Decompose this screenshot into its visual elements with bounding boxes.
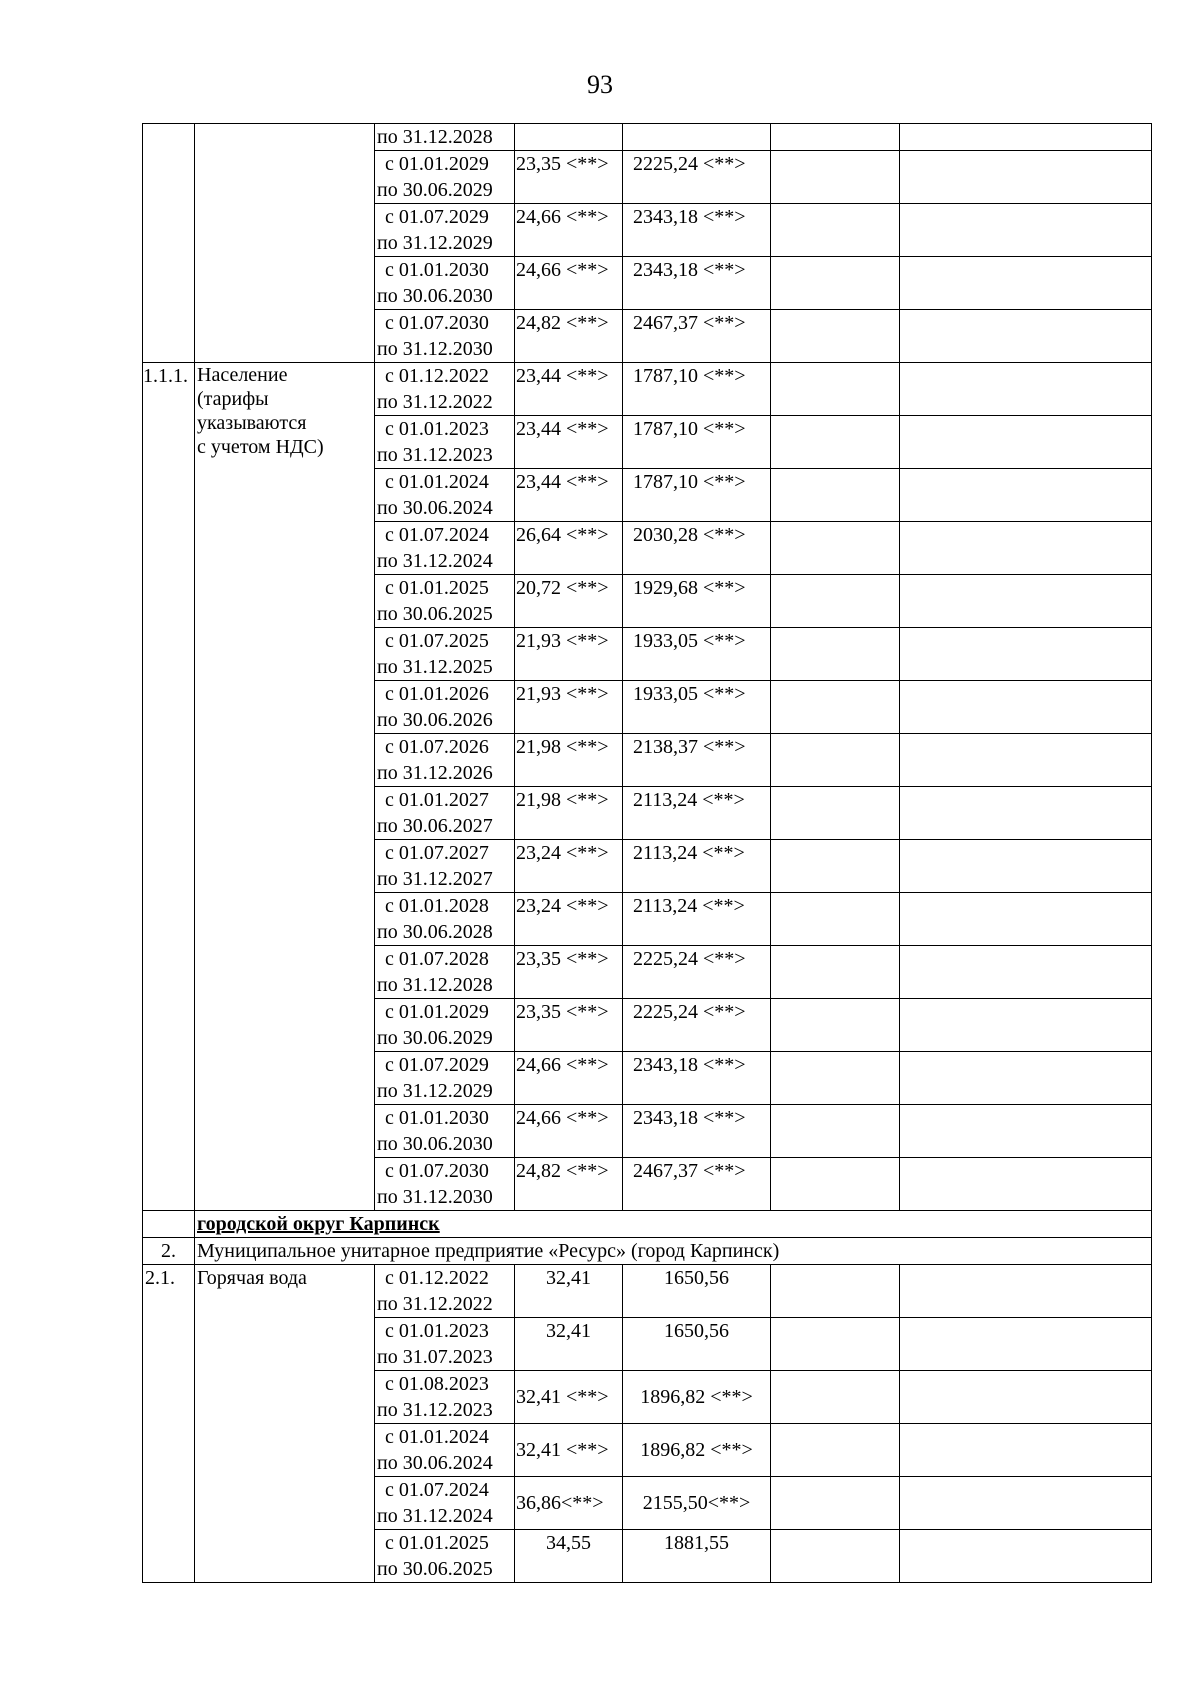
empty-cell	[771, 1265, 900, 1318]
tariff-value-1: 26,64 <**>	[516, 524, 609, 546]
tariff-value-cell	[623, 946, 771, 999]
period-cell	[375, 840, 515, 893]
tariff-value-1: 23,44 <**>	[516, 365, 609, 387]
table-row	[143, 1265, 1152, 1318]
empty-cell	[900, 363, 1152, 416]
tariff-value-cell	[623, 628, 771, 681]
tariff-value-cell	[515, 151, 623, 204]
tariff-value-1: 23,24 <**>	[516, 842, 609, 864]
empty-cell	[900, 575, 1152, 628]
tariff-value-1: 23,24 <**>	[516, 895, 609, 917]
item-number	[143, 1265, 195, 1583]
empty-cell	[900, 1424, 1152, 1477]
empty-cell	[771, 363, 900, 416]
empty-cell	[771, 840, 900, 893]
tariff-value-cell	[623, 151, 771, 204]
number-cell	[143, 124, 195, 363]
tariff-value-1: 23,44 <**>	[516, 471, 609, 493]
tariff-value-2: 2343,18 <**>	[633, 259, 746, 281]
period-cell	[375, 1477, 515, 1530]
period-cell	[375, 522, 515, 575]
tariff-value-cell	[515, 204, 623, 257]
period-from: с 01.01.2025	[385, 577, 489, 599]
tariff-value-1: 21,98 <**>	[516, 736, 609, 758]
empty-cell	[771, 1424, 900, 1477]
item-number-text: 2.1.	[145, 1267, 175, 1289]
tariff-value-cell	[515, 522, 623, 575]
tariff-value-cell	[515, 1530, 623, 1583]
tariff-value-cell	[515, 681, 623, 734]
table-row	[143, 363, 1152, 416]
tariff-value-1: 23,44 <**>	[516, 418, 609, 440]
empty-cell	[900, 124, 1152, 151]
empty-cell	[771, 204, 900, 257]
empty-cell	[900, 893, 1152, 946]
tariff-value-cell	[515, 1105, 623, 1158]
period-to: по 30.06.2025	[377, 1558, 493, 1580]
period-cell	[375, 999, 515, 1052]
empty-cell	[771, 1530, 900, 1583]
empty-cell	[900, 1052, 1152, 1105]
tariff-value-1: 24,82 <**>	[516, 1160, 609, 1182]
tariff-value-1: 23,35 <**>	[516, 153, 609, 175]
tariff-value-1: 21,93 <**>	[516, 683, 609, 705]
empty-cell	[900, 1105, 1152, 1158]
period-cell	[375, 416, 515, 469]
section-heading	[195, 1211, 1152, 1238]
page-number: 93	[587, 70, 613, 99]
tariff-value-2: 1933,05 <**>	[633, 683, 746, 705]
tariff-value-1: 24,66 <**>	[516, 1054, 609, 1076]
tariff-value-cell	[623, 1265, 771, 1318]
tariff-value-cell	[623, 1371, 771, 1424]
item-name-line: с учетом НДС)	[197, 436, 324, 458]
empty-cell	[900, 999, 1152, 1052]
empty-cell	[900, 204, 1152, 257]
tariff-value-1: 32,41 <**>	[516, 1439, 609, 1461]
period-from: с 01.07.2029	[385, 1054, 489, 1076]
period-from: с 01.01.2024	[385, 1426, 489, 1448]
period-from: с 01.01.2023	[385, 418, 489, 440]
tariff-value-2: 2138,37 <**>	[633, 736, 746, 758]
tariff-value-2: 2467,37 <**>	[633, 312, 746, 334]
period-cell	[375, 151, 515, 204]
period-to: по 31.12.2023	[377, 444, 493, 466]
tariff-value-cell	[623, 469, 771, 522]
period-cell	[375, 946, 515, 999]
period-from: с 01.01.2026	[385, 683, 489, 705]
empty-cell	[900, 310, 1152, 363]
empty-cell	[771, 1105, 900, 1158]
tariff-value-cell	[515, 310, 623, 363]
period-from: с 01.07.2030	[385, 1160, 489, 1182]
tariff-value-cell	[623, 1424, 771, 1477]
empty-cell	[900, 416, 1152, 469]
name-cell	[195, 124, 375, 363]
empty-cell	[900, 946, 1152, 999]
tariff-value-2: 1787,10 <**>	[633, 365, 746, 387]
period-from: с 01.01.2029	[385, 1001, 489, 1023]
tariff-value-2: 1787,10 <**>	[633, 418, 746, 440]
tariff-value-cell	[623, 787, 771, 840]
empty-cell	[900, 840, 1152, 893]
tariff-value-cell	[623, 681, 771, 734]
tariff-value-cell	[623, 1158, 771, 1211]
period-to: по 31.12.2027	[377, 868, 493, 890]
period-to: по 31.12.2028	[377, 126, 493, 148]
period-cell	[375, 1530, 515, 1583]
tariff-value-1: 32,41	[546, 1267, 591, 1289]
tariff-value-cell	[623, 840, 771, 893]
period-to: по 30.06.2028	[377, 921, 493, 943]
tariff-value-2: 2155,50<**>	[642, 1492, 751, 1514]
tariff-value-cell	[623, 734, 771, 787]
item-number-text: 1.1.1.	[143, 365, 188, 387]
period-cell	[375, 1318, 515, 1371]
period-to: по 31.12.2029	[377, 232, 493, 254]
period-cell	[375, 257, 515, 310]
empty-cell	[900, 1477, 1152, 1530]
empty-cell	[900, 522, 1152, 575]
section-heading-text: городской округ Карпинск	[197, 1213, 440, 1235]
tariff-value-1: 21,93 <**>	[516, 630, 609, 652]
empty-cell	[900, 257, 1152, 310]
org-name	[195, 1238, 1152, 1265]
empty-cell	[771, 151, 900, 204]
period-to: по 31.12.2026	[377, 762, 493, 784]
tariff-value-2: 2113,24 <**>	[633, 895, 745, 917]
empty-cell	[900, 734, 1152, 787]
tariff-value-cell	[515, 1318, 623, 1371]
period-to: по 30.06.2024	[377, 1452, 493, 1474]
tariff-value-2: 2113,24 <**>	[633, 842, 745, 864]
tariff-value-cell	[515, 999, 623, 1052]
org-name-text: Муниципальное унитарное предприятие «Ресурс» (город Карпинск)	[197, 1240, 780, 1262]
period-to: по 31.12.2029	[377, 1080, 493, 1102]
empty-cell	[771, 1477, 900, 1530]
tariff-value-cell	[515, 1265, 623, 1318]
tariff-value-cell	[515, 257, 623, 310]
empty-cell	[771, 787, 900, 840]
period-cell	[375, 1265, 515, 1318]
tariff-value-2: 2225,24 <**>	[633, 153, 746, 175]
period-to: по 30.06.2029	[377, 1027, 493, 1049]
tariff-value-cell	[515, 1052, 623, 1105]
empty-cell	[771, 734, 900, 787]
tariff-value-1: 24,66 <**>	[516, 1107, 609, 1129]
tariff-value-cell	[623, 310, 771, 363]
period-to: по 30.06.2029	[377, 179, 493, 201]
period-cell	[375, 1371, 515, 1424]
period-cell	[375, 1424, 515, 1477]
period-from: с 01.08.2023	[385, 1373, 489, 1395]
period-from: с 01.01.2025	[385, 1532, 489, 1554]
tariff-value-2: 1650,56	[664, 1320, 729, 1342]
tariff-value-2: 2467,37 <**>	[633, 1160, 746, 1182]
period-cell	[375, 681, 515, 734]
empty-cell	[771, 522, 900, 575]
empty-cell	[771, 575, 900, 628]
tariff-value-1: 21,98 <**>	[516, 789, 609, 811]
tariff-value-cell	[515, 787, 623, 840]
org-number-text: 2.	[161, 1240, 176, 1262]
period-from: с 01.12.2022	[385, 1267, 489, 1289]
tariff-table	[142, 123, 1152, 1583]
tariff-value-cell	[515, 840, 623, 893]
tariff-value-2: 2225,24 <**>	[633, 948, 746, 970]
period-cell	[375, 124, 515, 151]
tariff-value-2: 1929,68 <**>	[633, 577, 746, 599]
tariff-value-cell	[623, 522, 771, 575]
empty-cell	[900, 1371, 1152, 1424]
tariff-value-cell	[515, 1371, 623, 1424]
tariff-value-2: 2113,24 <**>	[633, 789, 745, 811]
tariff-value-2: 2343,18 <**>	[633, 1107, 746, 1129]
tariff-value-1: 24,82 <**>	[516, 312, 609, 334]
tariff-value-cell	[623, 1318, 771, 1371]
tariff-value-cell	[623, 1052, 771, 1105]
period-from: с 01.07.2026	[385, 736, 489, 758]
period-from: с 01.01.2029	[385, 153, 489, 175]
tariff-value-1: 20,72 <**>	[516, 577, 609, 599]
period-to: по 31.12.2022	[377, 391, 493, 413]
period-from: с 01.07.2029	[385, 206, 489, 228]
item-name	[195, 1265, 375, 1583]
tariff-value-1: 24,66 <**>	[516, 259, 609, 281]
empty-cell	[771, 1158, 900, 1211]
table-body	[143, 124, 1152, 1583]
empty-cell	[771, 469, 900, 522]
tariff-value-1: 32,41 <**>	[516, 1386, 609, 1408]
empty-cell	[900, 151, 1152, 204]
period-to: по 31.12.2028	[377, 974, 493, 996]
tariff-value-cell	[623, 363, 771, 416]
period-to: по 31.12.2024	[377, 1505, 493, 1527]
empty-cell	[771, 310, 900, 363]
item-name-text: Горячая вода	[197, 1267, 307, 1289]
tariff-value-cell	[623, 1530, 771, 1583]
tariff-value-2: 1881,55	[664, 1532, 729, 1554]
tariff-value-cell	[515, 1158, 623, 1211]
empty-cell	[900, 1158, 1152, 1211]
empty-cell	[771, 124, 900, 151]
empty-cell	[771, 999, 900, 1052]
empty-cell	[771, 1318, 900, 1371]
empty-cell	[771, 1052, 900, 1105]
empty-cell	[771, 628, 900, 681]
period-from: с 01.01.2030	[385, 259, 489, 281]
tariff-value-2: 1933,05 <**>	[633, 630, 746, 652]
period-to: по 30.06.2030	[377, 285, 493, 307]
empty-cell	[771, 946, 900, 999]
tariff-value-cell	[623, 1477, 771, 1530]
item-name-line: указываются	[197, 412, 307, 434]
tariff-value-2: 2225,24 <**>	[633, 1001, 746, 1023]
tariff-value-cell	[515, 893, 623, 946]
empty-cell	[900, 469, 1152, 522]
organization-row	[143, 1238, 1152, 1265]
period-cell	[375, 469, 515, 522]
period-from: с 01.07.2024	[385, 1479, 489, 1501]
org-number	[143, 1238, 195, 1265]
empty-cell	[900, 628, 1152, 681]
empty-cell	[771, 1371, 900, 1424]
period-cell	[375, 1158, 515, 1211]
number-cell	[143, 1211, 195, 1238]
tariff-value-cell	[623, 257, 771, 310]
period-from: с 01.01.2023	[385, 1320, 489, 1342]
tariff-value-1: 23,35 <**>	[516, 948, 609, 970]
item-name	[195, 363, 375, 1211]
period-to: по 31.12.2025	[377, 656, 493, 678]
empty-cell	[771, 681, 900, 734]
period-to: по 31.12.2030	[377, 1186, 493, 1208]
period-cell	[375, 363, 515, 416]
period-cell	[375, 1105, 515, 1158]
period-from: с 01.07.2027	[385, 842, 489, 864]
period-to: по 30.06.2025	[377, 603, 493, 625]
period-to: по 30.06.2026	[377, 709, 493, 731]
tariff-value-1: 32,41	[546, 1320, 591, 1342]
tariff-value-2: 2343,18 <**>	[633, 1054, 746, 1076]
tariff-value-cell	[623, 416, 771, 469]
tariff-value-1: 23,35 <**>	[516, 1001, 609, 1023]
period-cell	[375, 628, 515, 681]
period-to: по 31.12.2024	[377, 550, 493, 572]
tariff-value-cell	[623, 1105, 771, 1158]
empty-cell	[900, 1530, 1152, 1583]
tariff-value-cell	[623, 893, 771, 946]
period-from: с 01.01.2030	[385, 1107, 489, 1129]
period-cell	[375, 204, 515, 257]
tariff-value-1: 24,66 <**>	[516, 206, 609, 228]
period-cell	[375, 575, 515, 628]
tariff-value-cell	[515, 628, 623, 681]
tariff-value-cell	[515, 946, 623, 999]
tariff-value-1: 36,86<**>	[516, 1492, 604, 1514]
tariff-value-cell	[515, 1424, 623, 1477]
tariff-value-2: 2030,28 <**>	[633, 524, 746, 546]
tariff-value-cell	[515, 416, 623, 469]
tariff-value-cell	[515, 734, 623, 787]
item-name-line: Население	[197, 364, 288, 386]
period-cell	[375, 787, 515, 840]
section-heading-row	[143, 1211, 1152, 1238]
period-from: с 01.07.2030	[385, 312, 489, 334]
tariff-value-cell	[515, 1477, 623, 1530]
tariff-value-cell	[623, 124, 771, 151]
tariff-value-cell	[515, 124, 623, 151]
period-from: с 01.01.2028	[385, 895, 489, 917]
tariff-value-cell	[623, 999, 771, 1052]
period-cell	[375, 1052, 515, 1105]
period-from: с 01.07.2025	[385, 630, 489, 652]
empty-cell	[900, 1318, 1152, 1371]
empty-cell	[771, 893, 900, 946]
empty-cell	[771, 257, 900, 310]
period-to: по 31.12.2023	[377, 1399, 493, 1421]
period-to: по 30.06.2027	[377, 815, 493, 837]
period-from: с 01.07.2024	[385, 524, 489, 546]
tariff-value-1: 34,55	[546, 1532, 591, 1554]
tariff-value-cell	[623, 575, 771, 628]
empty-cell	[900, 1265, 1152, 1318]
tariff-value-2: 1787,10 <**>	[633, 471, 746, 493]
period-to: по 31.07.2023	[377, 1346, 493, 1368]
period-from: с 01.01.2024	[385, 471, 489, 493]
period-from: с 01.07.2028	[385, 948, 489, 970]
tariff-value-2: 1896,82 <**>	[640, 1439, 753, 1461]
period-cell	[375, 310, 515, 363]
period-to: по 30.06.2030	[377, 1133, 493, 1155]
period-cell	[375, 734, 515, 787]
empty-cell	[900, 681, 1152, 734]
empty-cell	[900, 787, 1152, 840]
period-cell	[375, 893, 515, 946]
tariff-value-2: 1896,82 <**>	[640, 1386, 753, 1408]
item-number	[143, 363, 195, 1211]
tariff-value-2: 2343,18 <**>	[633, 206, 746, 228]
period-from: с 01.01.2027	[385, 789, 489, 811]
period-to: по 31.12.2030	[377, 338, 493, 360]
period-from: с 01.12.2022	[385, 365, 489, 387]
tariff-value-2: 1650,56	[664, 1267, 729, 1289]
table-row	[143, 124, 1152, 151]
tariff-value-cell	[515, 363, 623, 416]
item-name-line: (тарифы	[197, 388, 269, 410]
period-to: по 31.12.2022	[377, 1293, 493, 1315]
period-to: по 30.06.2024	[377, 497, 493, 519]
tariff-value-cell	[623, 204, 771, 257]
tariff-value-cell	[515, 575, 623, 628]
empty-cell	[771, 416, 900, 469]
tariff-value-cell	[515, 469, 623, 522]
